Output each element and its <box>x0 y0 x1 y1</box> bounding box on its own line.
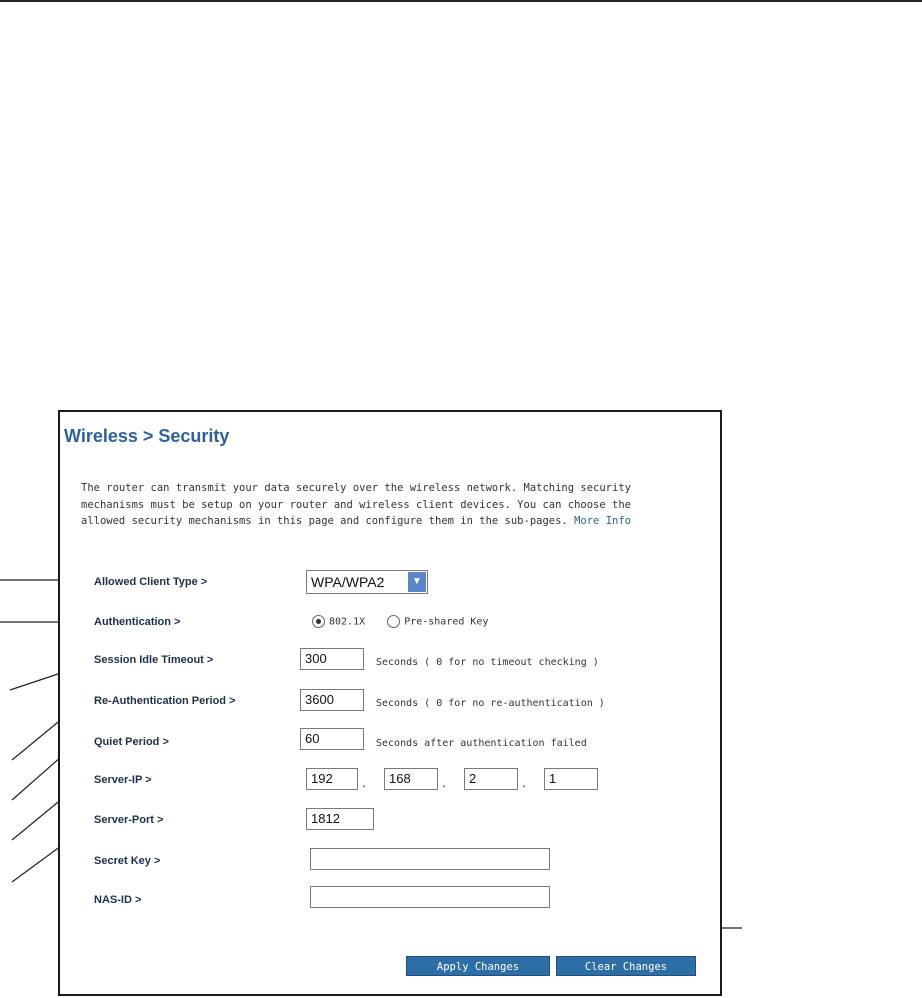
quiet-period-input[interactable]: 60 <box>300 728 364 750</box>
radio-preshared-key[interactable] <box>387 615 400 628</box>
radio-8021x-label: 802.1X <box>329 616 366 628</box>
apply-changes-button[interactable]: Apply Changes <box>406 956 550 976</box>
ip-separator: . <box>362 774 366 790</box>
secret-key-label: Secret Key > <box>94 855 161 867</box>
allowed-client-type-label: Allowed Client Type > <box>94 576 208 588</box>
server-ip-octet-4[interactable]: 1 <box>544 768 598 790</box>
wireless-security-panel <box>58 410 722 996</box>
authentication-radio-group <box>312 615 488 628</box>
reauth-period-input[interactable]: 3600 <box>300 689 364 711</box>
nas-id-input[interactable] <box>310 886 550 908</box>
description-text: The router can transmit your data securely over the wireless network. Matching security mechanisms must be setup on your router and wireless client devices. You can choose the allowed security mechanisms in this page and configure them in the sub-pages. <box>81 482 631 527</box>
reauth-period-label: Re-Authentication Period > <box>94 695 236 707</box>
quiet-period-label: Quiet Period > <box>94 736 169 748</box>
radio-8021x[interactable] <box>312 615 325 628</box>
session-idle-timeout-label: Session Idle Timeout > <box>94 654 214 666</box>
ip-separator: . <box>442 774 446 790</box>
server-port-label: Server-Port > <box>94 814 164 826</box>
chevron-down-icon[interactable]: ▼ <box>408 572 426 592</box>
server-ip-octet-3[interactable]: 2 <box>464 768 518 790</box>
page-description <box>81 480 681 530</box>
quiet-period-hint: Seconds after authentication failed <box>376 738 587 749</box>
secret-key-input[interactable] <box>310 848 550 870</box>
server-port-input[interactable]: 1812 <box>306 808 374 830</box>
clear-changes-button[interactable]: Clear Changes <box>556 956 696 976</box>
more-info-link[interactable]: More Info <box>574 515 631 527</box>
session-idle-timeout-input[interactable]: 300 <box>300 648 364 670</box>
server-ip-octet-1[interactable]: 192 <box>306 768 358 790</box>
server-ip-label: Server-IP > <box>94 774 152 786</box>
session-idle-timeout-hint: Seconds ( 0 for no timeout checking ) <box>376 657 599 668</box>
server-ip-octet-2[interactable]: 168 <box>384 768 438 790</box>
authentication-label: Authentication > <box>94 616 181 628</box>
page-title: Wireless > Security <box>64 426 230 446</box>
ip-separator: . <box>522 774 526 790</box>
allowed-client-type-value: WPA/WPA2 <box>311 574 385 590</box>
nas-id-label: NAS-ID > <box>94 894 142 906</box>
radio-preshared-key-label: Pre-shared Key <box>404 616 489 628</box>
allowed-client-type-select[interactable] <box>306 570 428 594</box>
reauth-period-hint: Seconds ( 0 for no re-authentication ) <box>376 698 605 709</box>
